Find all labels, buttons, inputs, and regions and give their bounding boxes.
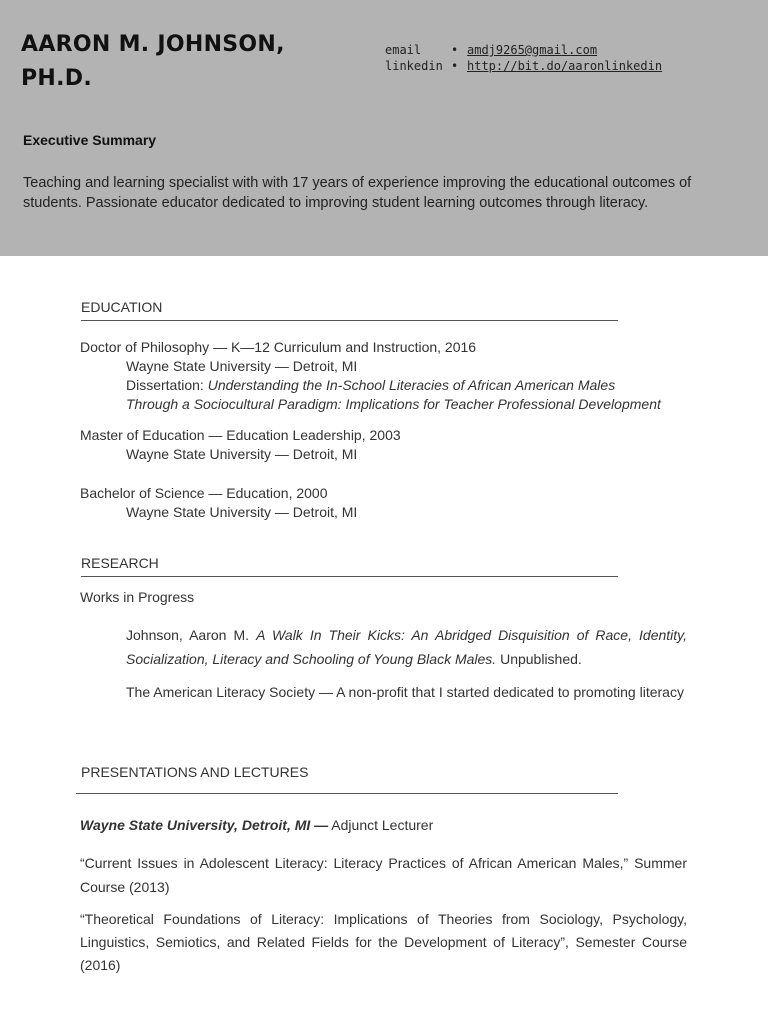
linkedin-row	[385, 58, 662, 74]
linkedin-label: linkedin	[385, 59, 443, 73]
dissertation-title-2: Through a Sociocultural Paradigm: Implications for Teacher Professional Development	[126, 396, 661, 412]
bs-degree: Bachelor of Science — Education, 2000	[80, 485, 328, 501]
research-title: A Walk In Their Kicks: An Abridged Disquisition of Race, Identity, Socialization, Literacy and Schooling of Young Black Males.	[126, 627, 688, 667]
email-row	[385, 42, 662, 58]
header-banner	[0, 0, 768, 256]
bs-school: Wayne State University — Detroit, MI	[126, 504, 358, 520]
research-status: Unpublished.	[500, 651, 582, 667]
med-school: Wayne State University — Detroit, MI	[126, 446, 358, 462]
dissertation-title-1: Understanding the In-School Literacies of African American Males	[207, 377, 616, 393]
linkedin-link[interactable]: http://bit.do/aaronlinkedin	[467, 59, 663, 73]
email-link[interactable]: amdj9265@gmail.com	[467, 43, 598, 57]
summary-heading: Executive Summary	[23, 132, 157, 148]
contact-info	[385, 42, 662, 74]
presentations-heading: PRESENTATIONS AND LECTURES	[76, 764, 618, 794]
research-author: Johnson, Aaron M.	[126, 627, 250, 643]
employer-name: Wayne State University, Detroit, MI —	[80, 817, 329, 833]
dissertation-line-2	[126, 395, 661, 414]
email-label: email	[385, 43, 422, 57]
research-item-2: The American Literacy Society — A non-profit that I started dedicated to promoting literacy	[126, 684, 684, 700]
research-item-1	[126, 623, 687, 671]
presentation-employer	[80, 816, 433, 835]
med-degree: Master of Education — Education Leadership, 2003	[80, 427, 401, 443]
education-section	[81, 299, 618, 321]
dissertation-line	[126, 376, 615, 395]
presentations-section	[76, 764, 618, 794]
employer-role: Adjunct Lecturer	[331, 817, 434, 833]
summary-text: Teaching and learning specialist with with 17 years of experience improving the educational outcomes of students. Passionate educator dedicated to improving student learning outcomes through literacy.	[23, 175, 692, 211]
phd-degree: Doctor of Philosophy — K—12 Curriculum and Instruction, 2016	[80, 339, 477, 355]
works-in-progress: Works in Progress	[80, 589, 195, 605]
phd-school: Wayne State University — Detroit, MI	[126, 358, 358, 374]
presentation-item-2: “Theoretical Foundations of Literacy: Implications of Theories from Sociology, Psychology, Linguistics, Semiotics, and Related Fields for the Development of Literacy”, Semester Course (2016)	[80, 911, 687, 973]
dissertation-label: Dissertation:	[126, 377, 204, 393]
research-section	[81, 555, 618, 577]
bullet: •	[451, 59, 459, 73]
presentation-item-1: “Current Issues in Adolescent Literacy: Literacy Practices of African American Males,” Summer Course (2013)	[80, 855, 687, 895]
education-heading: EDUCATION	[81, 299, 618, 321]
research-heading: RESEARCH	[81, 555, 618, 577]
candidate-name: AARON M. JOHNSON, PH.D.	[21, 32, 285, 91]
bullet: •	[451, 43, 459, 57]
